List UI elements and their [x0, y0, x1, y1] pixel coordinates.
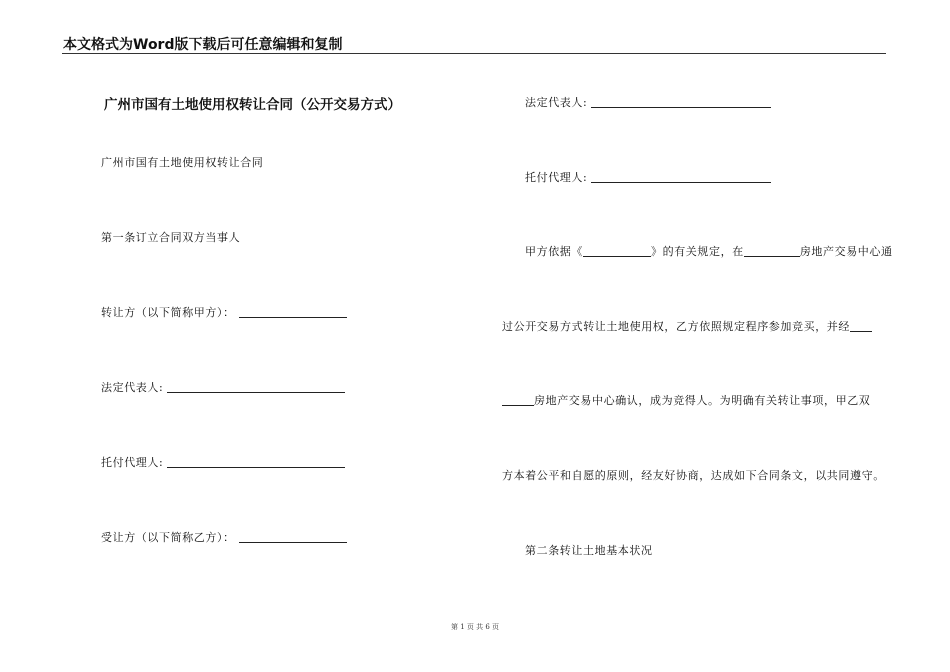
- legal-rep-blank-left: [167, 381, 345, 393]
- para-text: 甲方依据《: [525, 245, 583, 258]
- agent-field-right: [525, 169, 771, 185]
- paragraph-line-2: [502, 318, 872, 334]
- section-2-heading: 第二条转让土地基本状况: [525, 544, 653, 557]
- contract-subtitle: 广州市国有土地使用权转让合同: [101, 156, 264, 169]
- agent-label-right: 托付代理人:: [525, 171, 588, 184]
- agent-field-left: [101, 454, 345, 470]
- para-text: 房地产交易中心通: [799, 245, 893, 258]
- regulation-blank: [583, 245, 651, 257]
- page-number: 第 1 页 共 6 页: [450, 623, 500, 631]
- agent-blank-left: [167, 456, 345, 468]
- para-text: 房地产交易中心确认，成为竞得人。为明确有关转让事项，甲乙双: [534, 394, 871, 407]
- transferor-label: 转让方（以下简称甲方）：: [101, 306, 235, 319]
- location-blank: [744, 245, 800, 257]
- section-1-heading: 第一条订立合同双方当事人: [101, 231, 241, 244]
- para-text: 过公开交易方式转让土地使用权，乙方依照规定程序参加竞买，并经: [502, 320, 850, 333]
- legal-rep-blank-right: [591, 96, 771, 108]
- legal-rep-field-left: [101, 379, 345, 395]
- transferor-field: [101, 304, 347, 320]
- transferor-blank: [239, 306, 347, 318]
- agent-blank-right: [591, 171, 771, 183]
- document-title: 广州市国有土地使用权转让合同（公开交易方式）: [104, 97, 401, 113]
- exchange-blank-b: [502, 394, 534, 406]
- para-text: 》的有关规定，在: [651, 245, 744, 258]
- legal-rep-label-right: 法定代表人:: [525, 96, 588, 109]
- header-divider: [62, 53, 886, 54]
- transferee-label: 受让方（以下简称乙方）：: [101, 531, 235, 544]
- paragraph-line-4: 方本着公平和自愿的原则，经友好协商，达成如下合同条文，以共同遵守。: [502, 469, 885, 482]
- agent-label-left: 托付代理人:: [101, 456, 164, 469]
- paragraph-line-1: [525, 243, 893, 259]
- exchange-blank-a: [850, 320, 872, 332]
- legal-rep-field-right: [525, 94, 771, 110]
- paragraph-line-3: [502, 392, 870, 408]
- transferee-blank: [239, 531, 347, 543]
- transferee-field: [101, 529, 347, 545]
- document-banner: 本文格式为Word版下载后可任意编辑和复制: [63, 37, 343, 53]
- legal-rep-label-left: 法定代表人:: [101, 381, 164, 394]
